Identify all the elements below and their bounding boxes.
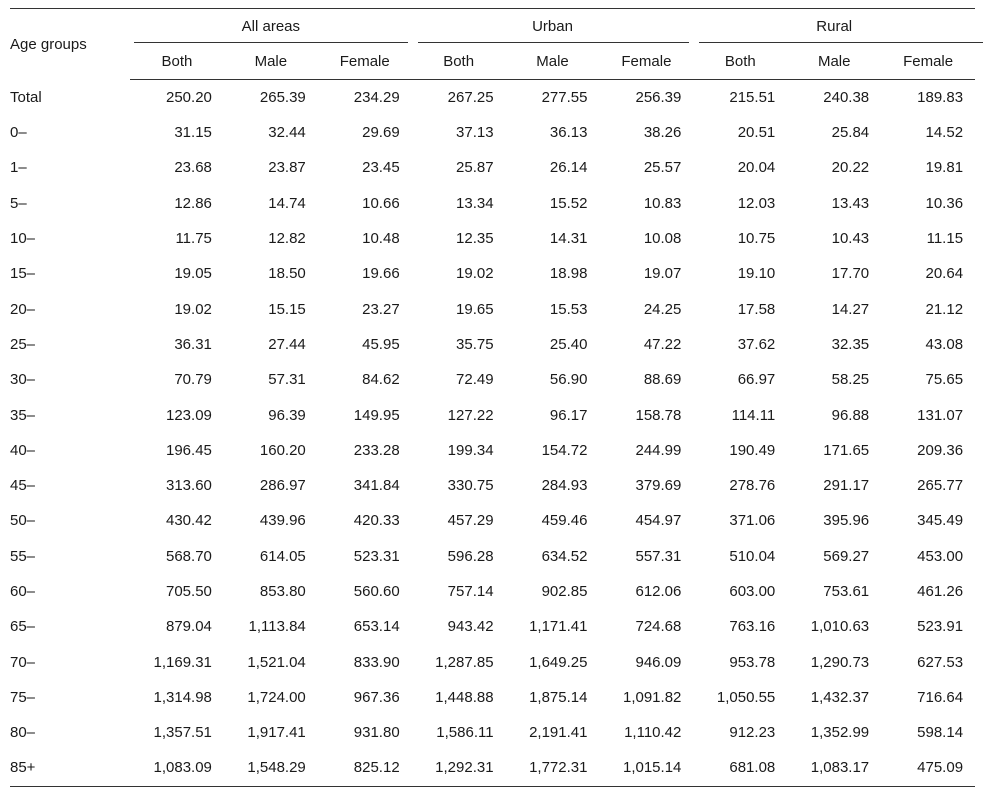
table-cell: 1,091.82 <box>622 688 682 706</box>
table-cell: 341.84 <box>353 477 400 495</box>
table-cell: 825.12 <box>318 750 412 786</box>
table-cell: 23.45 <box>362 159 400 177</box>
table-cell: 1,448.88 <box>435 688 494 706</box>
table-cell: 724.68 <box>635 618 682 636</box>
subheader-male: Male <box>506 43 600 80</box>
row-label: 55– <box>10 547 36 565</box>
table-cell: 31.15 <box>174 124 212 142</box>
table-cell: 560.60 <box>353 583 400 600</box>
table-row <box>10 715 975 750</box>
table-cell: 278.76 <box>729 477 776 495</box>
table-cell: 967.36 <box>353 688 400 706</box>
row-header: Age groups <box>10 9 130 80</box>
subheader-both: Both <box>130 43 224 80</box>
table-row <box>10 80 975 116</box>
table-cell: 1,292.31 <box>412 750 506 786</box>
table-cell: 215.51 <box>729 89 776 106</box>
table-cell: 1,171.41 <box>529 618 588 636</box>
table-cell: 25.84 <box>831 124 870 142</box>
table-cell: 598.14 <box>917 724 964 742</box>
table-cell: 38.26 <box>643 124 682 142</box>
table-cell: 12.86 <box>174 194 212 212</box>
group-header-urban <box>412 9 694 44</box>
table-cell: 19.81 <box>925 159 964 177</box>
table-cell: 24.25 <box>643 300 682 318</box>
table-cell: 58.25 <box>831 371 870 389</box>
subheader-both: Both <box>412 43 506 80</box>
table-cell: 10.48 <box>362 230 400 248</box>
table-cell: 705.50 <box>166 583 212 600</box>
table-cell: 11.75 <box>175 230 212 248</box>
table-cell: 277.55 <box>541 89 588 106</box>
row-label: 10– <box>10 230 36 248</box>
table-cell: 154.72 <box>541 441 588 459</box>
table-cell: 88.69 <box>643 371 682 389</box>
table-cell: 946.09 <box>635 653 682 671</box>
table-cell: 23.27 <box>362 300 400 318</box>
row-label: 75– <box>10 688 36 706</box>
table-cell: 1,917.41 <box>247 724 306 742</box>
table-cell: 32.44 <box>268 124 306 142</box>
table-row <box>10 115 975 150</box>
table-cell: 127.22 <box>447 406 494 424</box>
subheader-female: Female <box>599 43 693 80</box>
table-cell: 23.87 <box>268 159 306 177</box>
table-cell: 11.15 <box>926 230 964 248</box>
row-label: 85+ <box>10 750 130 786</box>
table-cell: 10.08 <box>643 230 682 248</box>
table-cell: 596.28 <box>447 547 494 565</box>
table-row <box>10 609 975 644</box>
table-cell: 853.80 <box>259 583 306 600</box>
table-cell: 902.85 <box>541 583 588 600</box>
table-cell: 20.64 <box>925 265 964 283</box>
table-row <box>10 150 975 185</box>
table-cell: 17.70 <box>831 265 870 283</box>
table-cell: 36.13 <box>549 124 588 142</box>
table-cell: 1,649.25 <box>529 653 588 671</box>
table-cell: 1,586.11 <box>436 724 494 742</box>
table-cell: 345.49 <box>917 512 964 530</box>
table-cell: 1,287.85 <box>435 653 494 671</box>
table-cell: 291.17 <box>823 477 870 495</box>
table-row <box>10 503 975 538</box>
table-cell: 12.82 <box>268 230 306 248</box>
table-cell: 256.39 <box>635 89 682 106</box>
table-cell: 439.96 <box>259 512 306 530</box>
table-cell: 753.61 <box>823 583 870 600</box>
table-cell: 123.09 <box>166 406 212 424</box>
table-row <box>10 291 975 326</box>
row-label: 60– <box>10 583 36 600</box>
subheader-female: Female <box>318 43 412 80</box>
table-cell: 25.87 <box>456 159 494 177</box>
table-cell: 57.31 <box>268 371 306 389</box>
group-label: All areas <box>241 17 301 35</box>
table-cell: 1,352.99 <box>810 724 870 742</box>
table-cell: 19.66 <box>362 265 400 283</box>
table-cell: 189.83 <box>917 89 964 106</box>
table-cell: 20.51 <box>737 124 776 142</box>
table-cell: 681.08 <box>693 750 787 786</box>
table-cell: 17.58 <box>737 300 776 318</box>
table-row <box>10 256 975 291</box>
table-cell: 510.04 <box>729 547 776 565</box>
table-cell: 19.65 <box>456 300 494 318</box>
subheader-both: Both <box>693 43 787 80</box>
table-cell: 379.69 <box>635 477 682 495</box>
table-cell: 27.44 <box>268 335 306 353</box>
table-cell: 10.83 <box>643 194 682 212</box>
table-cell: 395.96 <box>823 512 870 530</box>
group-label: Rural <box>816 17 853 35</box>
table-cell: 18.50 <box>268 265 306 283</box>
table-cell: 267.25 <box>447 89 494 106</box>
table-cell: 1,015.14 <box>599 750 693 786</box>
table-cell: 614.05 <box>259 547 306 565</box>
table-cell: 18.98 <box>549 265 588 283</box>
row-label: 70– <box>10 653 36 671</box>
table-cell: 131.07 <box>917 406 964 424</box>
table-cell: 19.02 <box>456 265 494 283</box>
table-cell: 14.31 <box>549 230 588 248</box>
table-cell: 1,875.14 <box>529 688 588 706</box>
table-cell: 84.62 <box>362 371 400 389</box>
row-label: 5– <box>10 194 27 212</box>
row-label: 15– <box>10 265 36 283</box>
table-cell: 10.43 <box>831 230 870 248</box>
table-cell: 879.04 <box>166 618 212 636</box>
table-cell: 1,724.00 <box>247 688 306 706</box>
row-label: 50– <box>10 512 36 530</box>
table-row <box>10 397 975 432</box>
table-cell: 75.65 <box>925 371 964 389</box>
table-cell: 19.05 <box>174 265 212 283</box>
table-cell: 14.27 <box>831 300 870 318</box>
row-label: Total <box>10 88 42 106</box>
table-cell: 459.46 <box>541 512 588 530</box>
row-label: 45– <box>10 477 36 495</box>
table-cell: 209.36 <box>917 441 964 459</box>
table-cell: 171.65 <box>823 441 870 459</box>
table-cell: 199.34 <box>447 441 494 459</box>
table-cell: 523.31 <box>353 547 400 565</box>
subheader-row <box>10 43 975 80</box>
table-cell: 763.16 <box>729 618 776 636</box>
table-cell: 23.68 <box>174 159 212 177</box>
table-cell: 15.15 <box>268 300 306 318</box>
table-cell: 12.03 <box>737 194 776 212</box>
table-cell: 114.11 <box>731 406 776 424</box>
mortality-table <box>10 8 975 787</box>
table-cell: 96.17 <box>549 406 588 424</box>
table-cell: 196.45 <box>166 441 212 459</box>
table-cell: 234.29 <box>353 89 400 106</box>
table-cell: 1,772.31 <box>506 750 600 786</box>
row-label: 35– <box>10 406 36 424</box>
table-cell: 757.14 <box>447 583 494 600</box>
table-row <box>10 362 975 397</box>
table-cell: 25.40 <box>549 335 588 353</box>
table-cell: 72.49 <box>456 371 494 389</box>
table-cell: 716.64 <box>917 688 964 706</box>
table-cell: 1,314.98 <box>153 688 212 706</box>
table-cell: 32.35 <box>831 335 870 353</box>
row-label: 0– <box>10 124 27 142</box>
table-row <box>10 574 975 609</box>
table-cell: 265.39 <box>259 89 306 106</box>
table-cell: 21.12 <box>925 300 964 318</box>
table-cell: 14.52 <box>925 124 964 142</box>
table-row <box>10 186 975 221</box>
subheader-female: Female <box>881 43 975 80</box>
table-cell: 70.79 <box>174 371 212 389</box>
table-cell: 45.95 <box>362 335 400 353</box>
table-cell: 1,432.37 <box>810 688 870 706</box>
table-row <box>10 468 975 503</box>
table-row <box>10 433 975 468</box>
table-cell: 634.52 <box>541 547 588 565</box>
table-cell: 430.42 <box>166 512 212 530</box>
table-cell: 453.00 <box>917 547 964 565</box>
table-cell: 158.78 <box>635 406 682 424</box>
table-cell: 627.53 <box>917 653 964 671</box>
table-cell: 1,169.31 <box>153 653 212 671</box>
table-cell: 1,110.42 <box>624 724 682 742</box>
table-cell: 1,050.55 <box>716 688 776 706</box>
table-cell: 454.97 <box>635 512 682 530</box>
table-cell: 10.75 <box>737 230 776 248</box>
table-cell: 66.97 <box>737 371 776 389</box>
table-cell: 10.36 <box>925 194 964 212</box>
table-cell: 1,113.84 <box>248 618 306 636</box>
table-cell: 43.08 <box>925 335 964 353</box>
table-cell: 37.13 <box>456 124 494 142</box>
table-cell: 1,083.17 <box>787 750 881 786</box>
table-row <box>10 750 975 786</box>
table-cell: 1,521.04 <box>247 653 306 671</box>
table-header <box>10 9 975 80</box>
table-cell: 37.62 <box>737 335 776 353</box>
table-cell: 1,548.29 <box>224 750 318 786</box>
table-cell: 240.38 <box>823 89 870 106</box>
table-cell: 284.93 <box>541 477 588 495</box>
table-cell: 568.70 <box>166 547 212 565</box>
table-cell: 96.39 <box>268 406 306 424</box>
table-cell: 19.02 <box>174 300 212 318</box>
table-cell: 233.28 <box>353 441 400 459</box>
table-cell: 475.09 <box>881 750 975 786</box>
row-label: 65– <box>10 618 36 636</box>
table-cell: 244.99 <box>635 441 682 459</box>
table-body <box>10 80 975 787</box>
table-cell: 557.31 <box>635 547 682 565</box>
row-label: 40– <box>10 441 36 459</box>
table-cell: 149.95 <box>353 406 400 424</box>
table-cell: 833.90 <box>353 653 400 671</box>
table-cell: 569.27 <box>823 547 870 565</box>
table-cell: 912.23 <box>729 724 776 742</box>
table-cell: 15.53 <box>549 300 588 318</box>
table-row <box>10 539 975 574</box>
table-cell: 286.97 <box>259 477 306 495</box>
table-cell: 160.20 <box>259 441 306 459</box>
table-cell: 47.22 <box>643 335 682 353</box>
table-cell: 1,083.09 <box>130 750 224 786</box>
table-cell: 461.26 <box>917 583 964 600</box>
table-cell: 25.57 <box>643 159 682 177</box>
row-label: 20– <box>10 300 36 318</box>
table-cell: 371.06 <box>729 512 776 530</box>
table-cell: 20.22 <box>831 159 870 177</box>
group-header-rural <box>693 9 975 44</box>
table-row <box>10 221 975 256</box>
table-cell: 12.35 <box>456 230 494 248</box>
table-cell: 19.07 <box>643 265 682 283</box>
table-cell: 603.00 <box>729 583 776 600</box>
table-cell: 29.69 <box>362 124 400 142</box>
table-cell: 13.43 <box>831 194 870 212</box>
table-cell: 10.66 <box>362 194 400 212</box>
subheader-male: Male <box>787 43 881 80</box>
table-cell: 523.91 <box>917 618 964 636</box>
table-cell: 190.49 <box>729 441 776 459</box>
row-label: 80– <box>10 724 36 742</box>
table-cell: 26.14 <box>549 159 588 177</box>
table-cell: 20.04 <box>737 159 776 177</box>
table-cell: 1,357.51 <box>153 724 212 742</box>
table-row <box>10 644 975 679</box>
table-row <box>10 680 975 715</box>
group-header-all-areas <box>130 9 412 44</box>
table-cell: 420.33 <box>353 512 400 530</box>
table-cell: 1,010.63 <box>810 618 870 636</box>
table-cell: 1,290.73 <box>810 653 870 671</box>
subheader-male: Male <box>224 43 318 80</box>
table-cell: 36.31 <box>174 335 212 353</box>
row-label: 1– <box>10 159 27 177</box>
row-label: 25– <box>10 335 36 353</box>
table-cell: 943.42 <box>447 618 494 636</box>
table-cell: 13.34 <box>456 194 494 212</box>
table-cell: 19.10 <box>737 265 776 283</box>
table-row <box>10 327 975 362</box>
row-label: 30– <box>10 371 36 389</box>
table-cell: 457.29 <box>447 512 494 530</box>
group-header-row <box>10 9 975 44</box>
table-cell: 265.77 <box>917 477 964 495</box>
table-cell: 56.90 <box>549 371 588 389</box>
table-cell: 313.60 <box>166 477 212 495</box>
table-cell: 250.20 <box>166 89 212 106</box>
table-cell: 931.80 <box>353 724 400 742</box>
table-cell: 330.75 <box>447 477 494 495</box>
table-cell: 15.52 <box>549 194 588 212</box>
table-cell: 35.75 <box>456 335 494 353</box>
table-cell: 96.88 <box>831 406 870 424</box>
table-cell: 14.74 <box>268 194 306 212</box>
table-cell: 653.14 <box>353 618 400 636</box>
group-label: Urban <box>532 17 573 35</box>
table-cell: 953.78 <box>729 653 776 671</box>
table-cell: 612.06 <box>635 583 682 600</box>
table-cell: 2,191.41 <box>529 724 588 742</box>
